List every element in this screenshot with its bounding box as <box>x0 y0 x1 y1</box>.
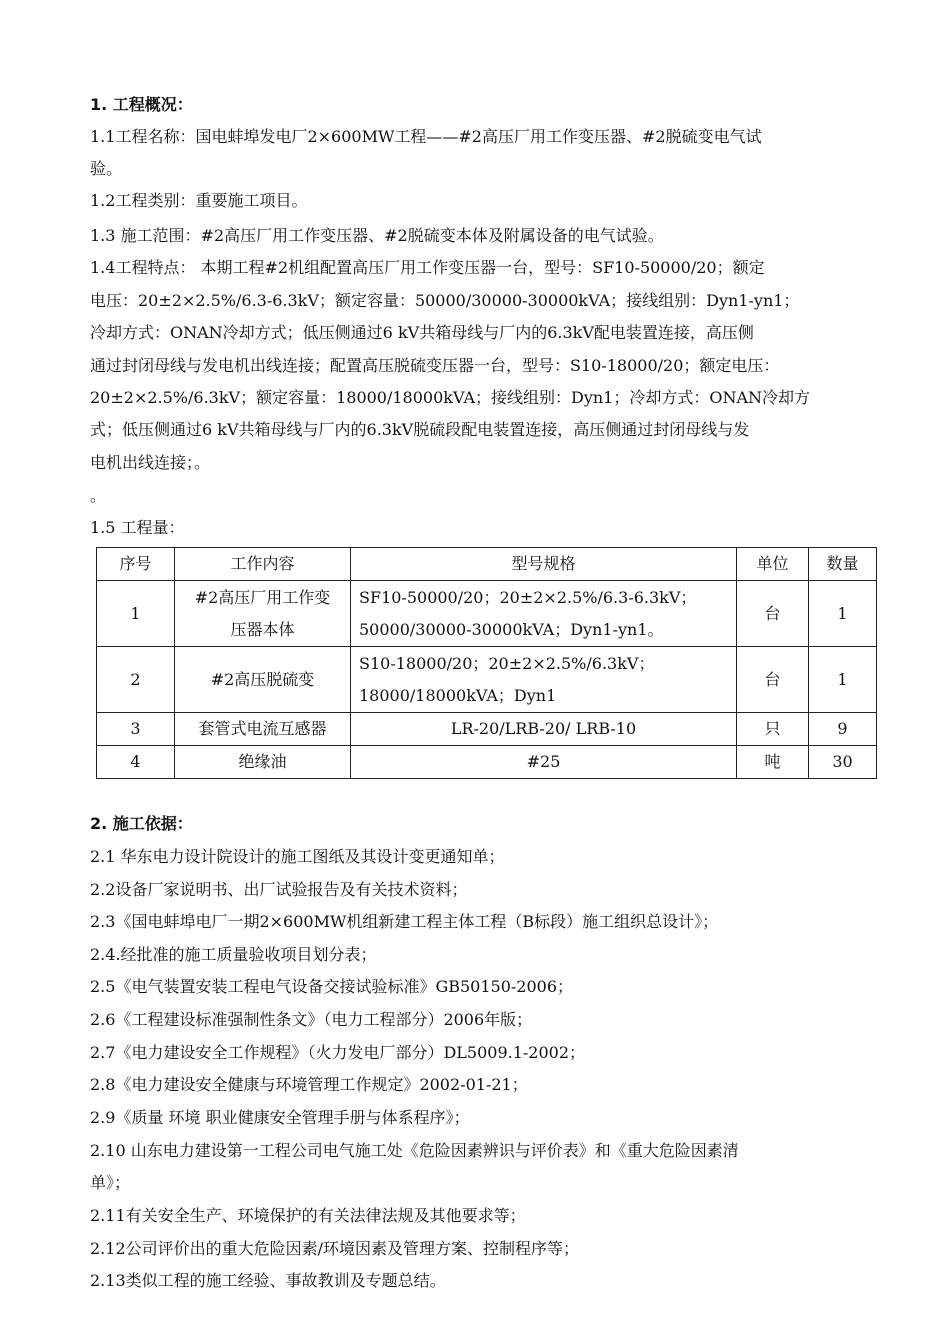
item-1-1-line-1: 1.1工程名称：国电蚌埠发电厂2×600MW工程——#2高压厂用工作变压器、#2脱硫变电气试 <box>90 127 762 146</box>
header-no: 序号 <box>97 548 175 581</box>
item-2-3: 2.3《国电蚌埠电厂一期2×600MW机组新建工程主体工程（B标段）施工组织总设计》； <box>90 912 719 931</box>
stray-mark: 。 <box>90 486 107 505</box>
item-2-6: 2.6《工程建设标准强制性条文》（电力工程部分）2006年版； <box>90 1010 533 1029</box>
item-2-5: 2.5《电气装置安装工程电气设备交接试验标准》GB50150-2006； <box>90 977 574 996</box>
row-no: 1 <box>97 581 175 647</box>
item-2-13: 2.13类似工程的施工经验、事故教训及专题总结。 <box>90 1271 446 1290</box>
item-2-9: 2.9《质量 环境 职业健康安全管理手册与体系程序》； <box>90 1108 470 1127</box>
row-spec: #25 <box>351 746 737 779</box>
row-qty: 30 <box>809 746 877 779</box>
row-spec <box>351 647 737 713</box>
item-2-7: 2.7《电力建设安全工作规程》（火力发电厂部分）DL5009.1-2002； <box>90 1043 586 1062</box>
item-1-4-line-1: 1.4工程特点： 本期工程#2机组配置高压厂用工作变压器一台，型号：SF10-50000/20；额定 <box>90 258 765 277</box>
item-2-11: 2.11有关安全生产、环境保护的有关法律法规及其他要求等； <box>90 1206 526 1225</box>
row-no: 3 <box>97 713 175 746</box>
row-spec-line: 18000/18000kVA；Dyn1 <box>359 685 557 705</box>
table-row <box>97 647 877 713</box>
item-1-1-line-2: 验。 <box>90 159 123 178</box>
item-1-2: 1.2工程类别：重要施工项目。 <box>90 191 308 210</box>
row-spec <box>351 581 737 647</box>
item-1-4-line-6: 式；低压侧通过6 kV共箱母线与厂内的6.3kV脱硫段配电装置连接，高压侧通过封闭母线与发 <box>90 420 750 439</box>
row-content <box>175 581 351 647</box>
row-spec-line: 50000/30000-30000kVA；Dyn1-yn1。 <box>359 619 664 639</box>
row-unit: 台 <box>737 581 809 647</box>
table-header-row <box>97 548 877 581</box>
row-spec-line: S10-18000/20；20±2×2.5%/6.3kV； <box>359 653 655 673</box>
table-row <box>97 581 877 647</box>
item-1-4-line-3: 冷却方式：ONAN冷却方式；低压侧通过6 kV共箱母线与厂内的6.3kV配电装置连接，高压侧 <box>90 323 754 342</box>
row-content-line: 压器本体 <box>230 619 295 639</box>
row-unit: 只 <box>737 713 809 746</box>
row-qty: 1 <box>809 647 877 713</box>
table-row <box>97 746 877 779</box>
item-2-1: 2.1 华东电力设计院设计的施工图纸及其设计变更通知单； <box>90 847 505 866</box>
item-1-4-line-4: 通过封闭母线与发电机出线连接；配置高压脱硫变压器一台，型号：S10-18000/20；额定电压： <box>90 356 780 375</box>
row-unit: 吨 <box>737 746 809 779</box>
work-quantity-table <box>96 547 877 779</box>
section-2-heading: 2. 施工依据： <box>90 814 193 833</box>
row-qty: 1 <box>809 581 877 647</box>
item-2-4: 2.4.经批准的施工质量验收项目划分表； <box>90 945 377 964</box>
row-content: 套管式电流互感器 <box>175 713 351 746</box>
row-content-line: #2高压厂用工作变 <box>194 587 331 607</box>
item-2-2: 2.2设备厂家说明书、出厂试验报告及有关技术资料； <box>90 880 468 899</box>
row-qty: 9 <box>809 713 877 746</box>
item-2-8: 2.8《电力建设安全健康与环境管理工作规定》2002-01-21； <box>90 1075 528 1094</box>
header-content: 工作内容 <box>175 548 351 581</box>
item-1-4-line-2: 电压：20±2×2.5%/6.3-6.3kV；额定容量：50000/30000-30000kVA；接线组别：Dyn1-yn1； <box>90 291 800 310</box>
row-content: 绝缘油 <box>175 746 351 779</box>
row-spec-line: SF10-50000/20；20±2×2.5%/6.3-6.3kV； <box>359 587 697 607</box>
row-unit: 台 <box>737 647 809 713</box>
item-2-10-line-2: 单》； <box>90 1173 131 1192</box>
item-1-4-line-7: 电机出线连接；。 <box>90 453 211 472</box>
item-1-5: 1.5 工程量： <box>90 518 185 537</box>
item-1-3: 1.3 施工范围：#2高压厂用工作变压器、#2脱硫变本体及附属设备的电气试验。 <box>90 226 664 245</box>
table-row <box>97 713 877 746</box>
item-2-10-line-1: 2.10 山东电力建设第一工程公司电气施工处《危险因素辨识与评价表》和《重大危险因素清 <box>90 1141 739 1160</box>
item-2-12: 2.12公司评价出的重大危险因素/环境因素及管理方案、控制程序等； <box>90 1239 580 1258</box>
section-1-heading: 1. 工程概况： <box>90 95 193 114</box>
row-content: #2高压脱硫变 <box>175 647 351 713</box>
header-qty: 数量 <box>809 548 877 581</box>
header-unit: 单位 <box>737 548 809 581</box>
row-no: 2 <box>97 647 175 713</box>
item-1-4-line-5: 20±2×2.5%/6.3kV；额定容量：18000/18000kVA；接线组别：Dyn1；冷却方式：ONAN冷却方 <box>90 388 811 407</box>
row-no: 4 <box>97 746 175 779</box>
row-spec: LR-20/LRB-20/ LRB-10 <box>351 713 737 746</box>
header-spec: 型号规格 <box>351 548 737 581</box>
